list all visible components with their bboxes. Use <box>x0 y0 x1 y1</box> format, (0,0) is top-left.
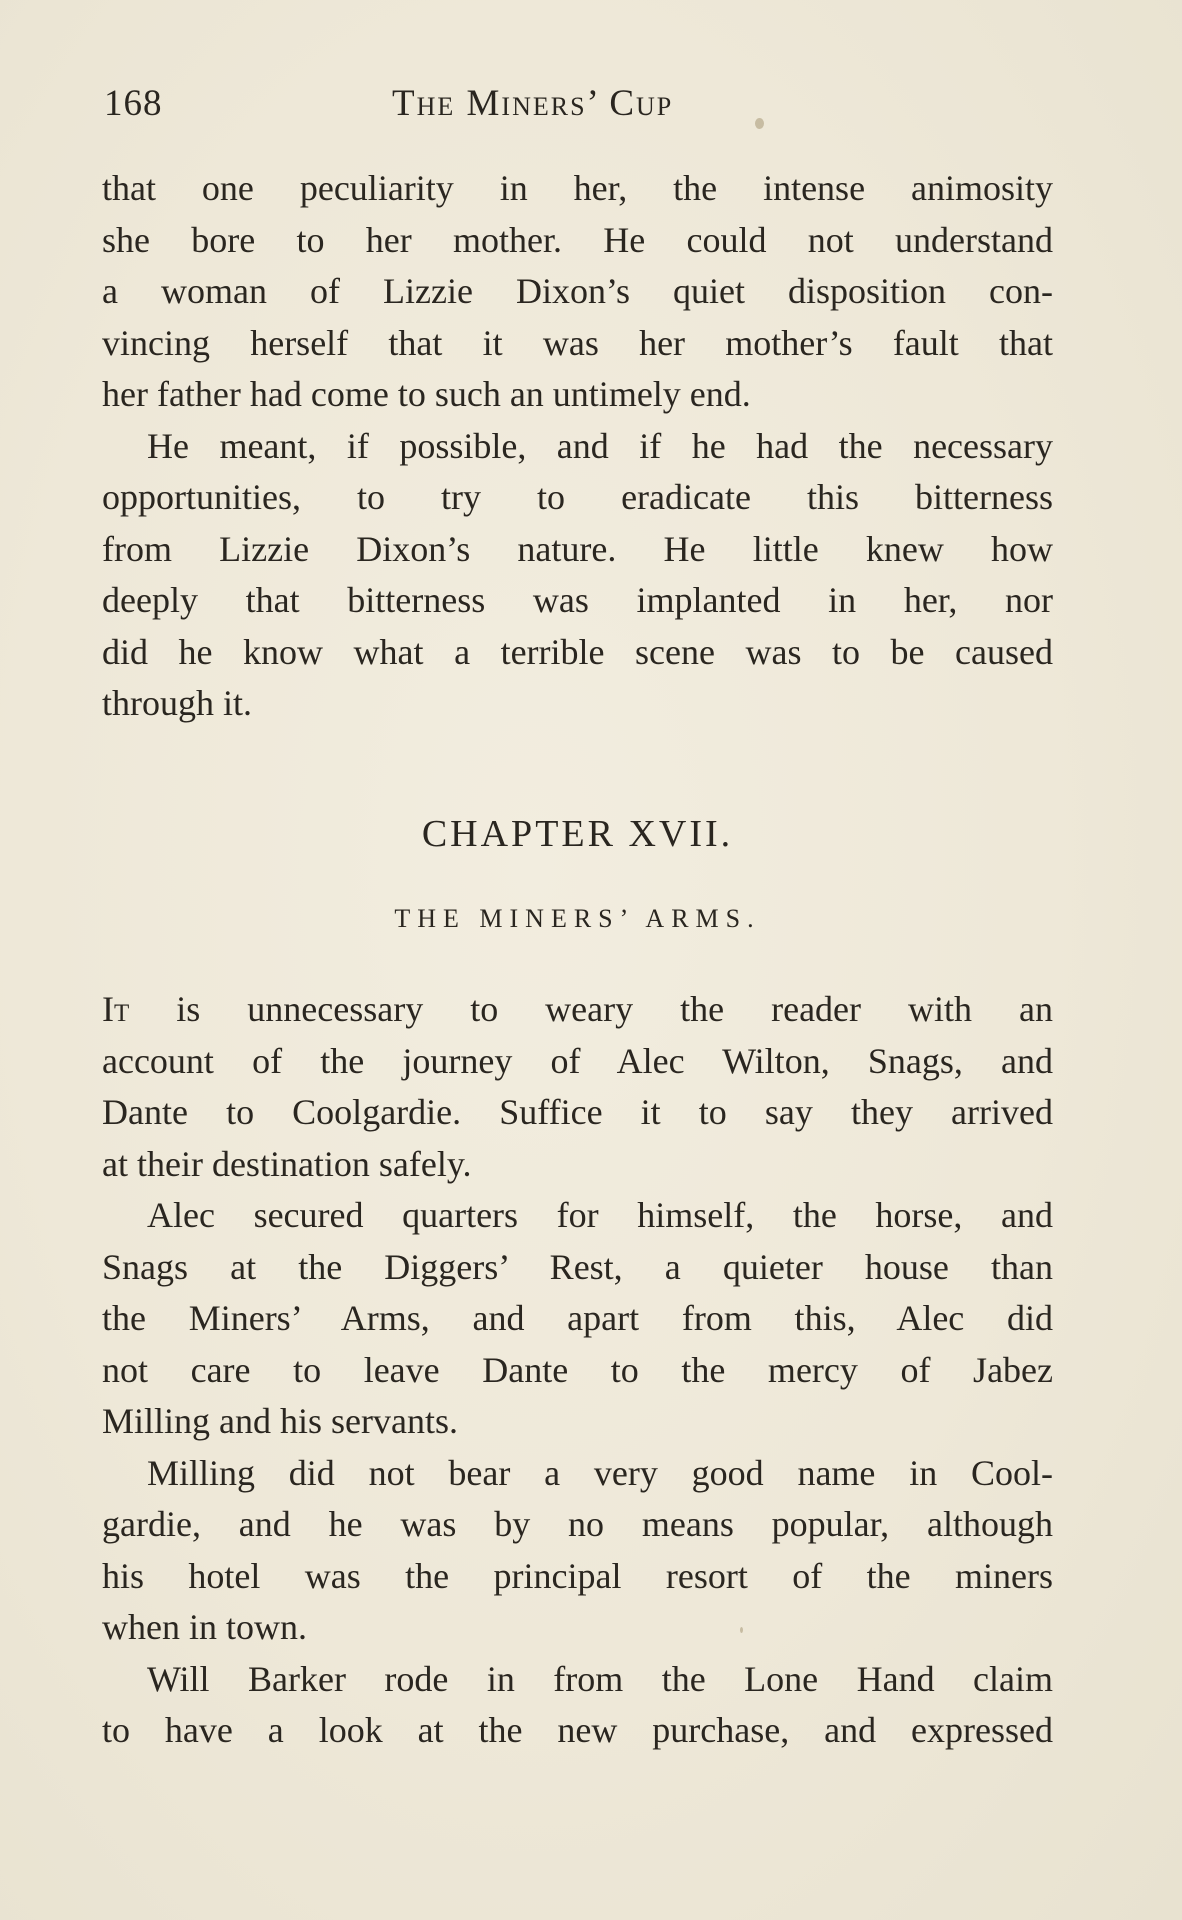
text-line-first <box>102 984 1053 1036</box>
text-line: when in town. <box>102 1607 307 1647</box>
text-line: the Miners’ Arms, and apart from this, Alec did <box>102 1298 1053 1338</box>
text-line: a woman of Lizzie Dixon’s quiet disposition con- <box>102 271 1053 311</box>
text-line: his hotel was the principal resort of the miners <box>102 1555 1053 1596</box>
text-line: vincing herself that it was her mother’s fault that <box>102 322 1053 363</box>
chapter-subheading: THE MINERS’ ARMS. <box>394 904 761 933</box>
text-line: opportunities, to try to eradicate this bitterness <box>102 477 1053 517</box>
text-line: He meant, if possible, and if he had the necessary <box>147 425 1053 466</box>
text-line: she bore to her mother. He could not understand <box>102 219 1053 260</box>
text-line: account of the journey of Alec Wilton, Snags, and <box>102 1040 1053 1081</box>
text-line: Dante to Coolgardie. Suffice it to say they arrived <box>102 1092 1053 1132</box>
text-line: her father had come to such an untimely end. <box>102 374 751 414</box>
chapter-heading: CHAPTER XVII. <box>421 813 734 855</box>
paper-speck <box>740 1627 743 1633</box>
text-line: that one peculiarity in her, the intense animosity <box>102 168 1053 208</box>
text-line: at their destination safely. <box>102 1143 472 1184</box>
paper-speck <box>755 118 764 129</box>
text-line: not care to leave Dante to the mercy of Jabez <box>102 1349 1053 1390</box>
text-line: from Lizzie Dixon’s nature. He little knew how <box>102 528 1053 569</box>
first-line-rest: is unnecessary to weary the reader with an <box>129 989 1053 1029</box>
text-line: gardie, and he was by no means popular, although <box>102 1504 1053 1544</box>
text-line: did he know what a terrible scene was to be caused <box>102 631 1053 672</box>
text-line: through it. <box>102 683 252 723</box>
page-number: 168 <box>104 83 163 124</box>
running-head <box>102 82 1052 132</box>
text-line: Will Barker rode in from the Lone Hand claim <box>147 1658 1053 1699</box>
text-line: Snags at the Diggers’ Rest, a quieter house than <box>102 1246 1053 1287</box>
text-line: Milling and his servants. <box>102 1401 458 1441</box>
paragraph-block-1 <box>102 163 1053 730</box>
text-line: Milling did not bear a very good name in Cool- <box>147 1452 1053 1493</box>
paragraph-block-2 <box>102 984 1053 1757</box>
text-line: Alec secured quarters for himself, the horse, and <box>147 1195 1053 1235</box>
text-line: to have a look at the new purchase, and expressed <box>102 1710 1053 1750</box>
running-title: The Miners’ Cup <box>392 83 674 124</box>
drop-word: It <box>102 989 130 1029</box>
text-line: deeply that bitterness was implanted in her, nor <box>102 580 1053 620</box>
